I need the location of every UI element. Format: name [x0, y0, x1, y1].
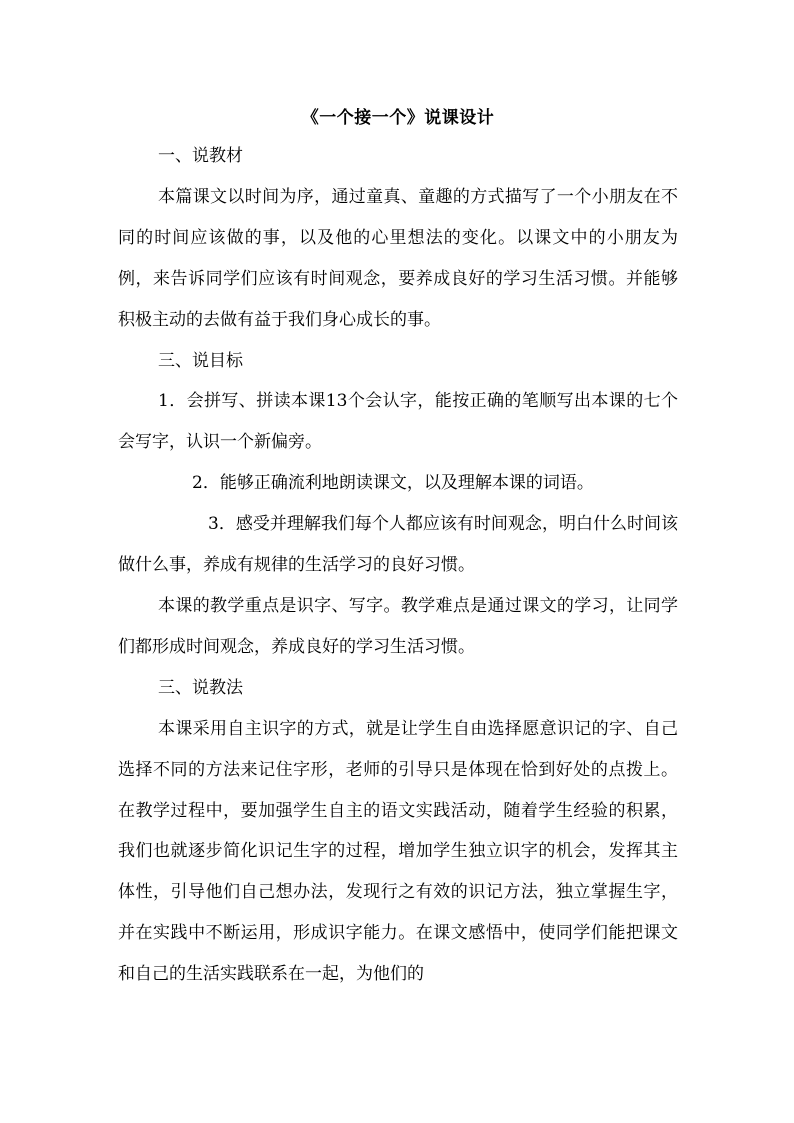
section-heading-textbook: 一、说教材	[158, 146, 243, 166]
paragraph-methods: 本课采用自主识字的方式，就是让学生自由选择愿意识记的字、自己选择不同的方法来记住字形，老师的引导只是体现在恰到好处的点拨上。在教学过程中，要加强学生自主的语文实践活动，随着学生经验的积累，我们也就逐步简化识记生字的过程，增加学生独立识字的机会，发挥其主体性，引导他们自己想办法，发现行之有效的识记方法，独立掌握生字，并在实践中不断运用，形成识字能力。在课文感悟中，使同学们能把课文和自己的生活实践联系在一起，为他们的	[118, 718, 678, 985]
goal-item-2: 2．能够正确流利地朗读课文，以及理解本课的词语。	[192, 473, 594, 494]
paragraph-textbook: 本篇课文以时间为序，通过童真、童趣的方式描写了一个小朋友在不同的时间应该做的事，以及他的心里想法的变化。以课文中的小朋友为例，来告诉同学们应该有时间观念，要养成良好的学习生活习惯。并能够积极主动的去做有益于我们身心成长的事。	[118, 186, 678, 330]
goal-item-3: 3．感受并理解我们每个人都应该有时间观念，明白什么时间该做什么事，养成有规律的生活学习的良好习惯。	[118, 514, 678, 576]
document-body	[118, 100, 678, 995]
section-heading-goals: 三、说目标	[158, 350, 243, 371]
document-title: 《一个接一个》说课设计	[301, 108, 495, 128]
goal-item-1: 1．会拼写、拼读本课13个会认字，能按正确的笔顺写出本课的七个会写字，认识一个新偏旁。	[118, 391, 678, 453]
paragraph-key-points: 本课的教学重点是识字、写字。教学难点是通过课文的学习，让同学们都形成时间观念，养成良好的学习生活习惯。	[118, 595, 678, 657]
section-heading-methods: 三、说教法	[158, 677, 243, 698]
